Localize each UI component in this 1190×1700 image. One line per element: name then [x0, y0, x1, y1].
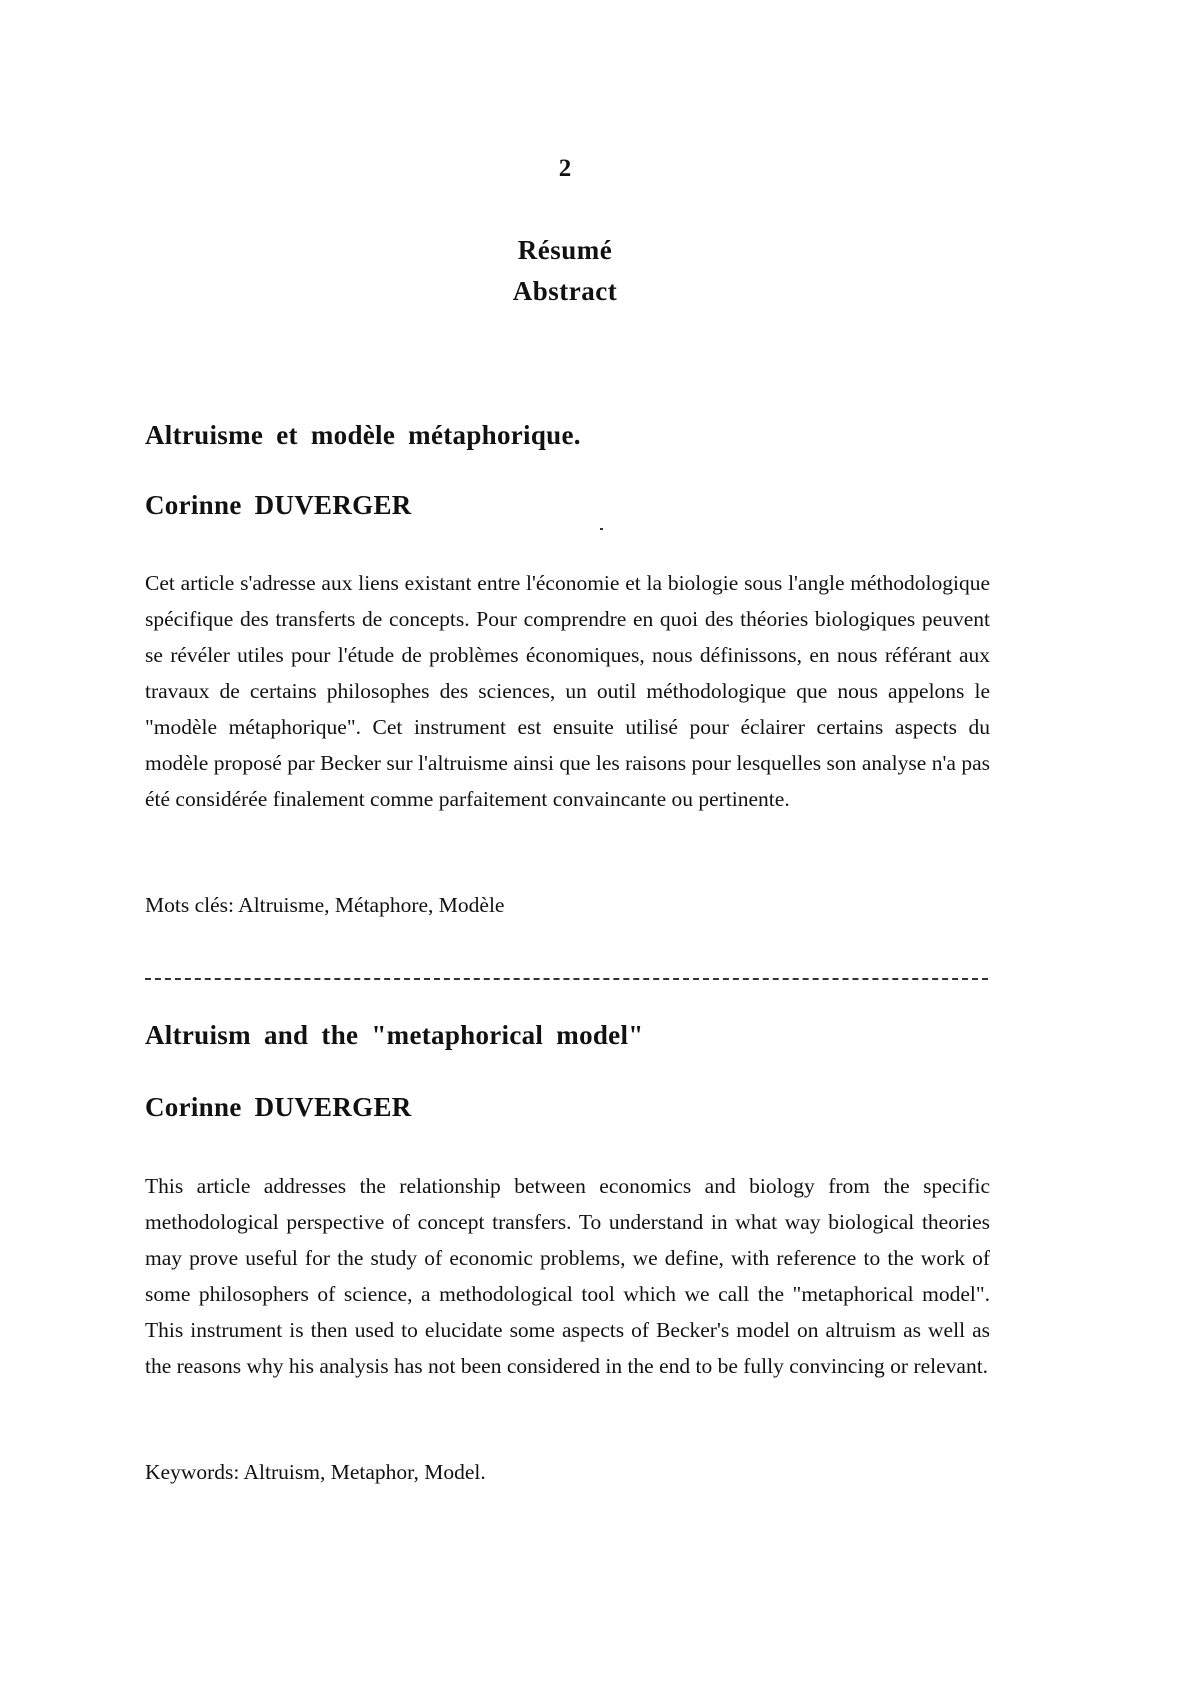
heading-abstract: Abstract [512, 276, 618, 306]
scan-mark [600, 528, 603, 530]
english-title-block [145, 1020, 990, 1051]
french-keywords: Mots clés: Altruisme, Métaphore, Modèle [145, 893, 505, 917]
french-title-block [145, 420, 990, 451]
section-separator [145, 978, 988, 980]
english-title: Altruism and the "metaphorical model" [145, 1020, 644, 1050]
french-author: Corinne DUVERGER [145, 490, 412, 520]
page-number: 2 [558, 155, 572, 182]
french-keywords-block [145, 893, 990, 918]
english-author-block [145, 1092, 990, 1123]
french-abstract-block [145, 565, 990, 817]
english-keywords-block [145, 1460, 990, 1485]
english-keywords: Keywords: Altruism, Metaphor, Model. [145, 1460, 486, 1484]
french-title: Altruisme et modèle métaphorique. [145, 420, 581, 450]
english-abstract-block [145, 1168, 990, 1384]
document-heading [0, 230, 1130, 312]
french-author-block [145, 490, 990, 521]
french-abstract: Cet article s'adresse aux liens existant entre l'économie et la biologie sous l'angle méthodologique spécifique des transferts de concepts. Pour comprendre en quoi des théories biologiques peuvent se révéler utiles pour l'étude de problèmes économiques, nous définissons, en nous référant aux travaux de certains philosophes des sciences, un outil méthodologique que nous appelons le "modèle métaphorique". Cet instrument est ensuite utilisé pour éclairer certains aspects du modèle proposé par Becker sur l'altruisme ainsi que les raisons pour lesquelles son analyse n'a pas été considérée finalement comme parfaitement convaincante ou pertinente. [145, 571, 990, 811]
heading-resume: Résumé [517, 235, 613, 265]
english-author: Corinne DUVERGER [145, 1092, 412, 1122]
english-abstract: This article addresses the relationship between economics and biology from the specific methodological perspective of concept transfers. To understand in what way biological theories may prove useful for the study of economic problems, we define, with reference to the work of some philosophers of science, a methodological tool which we call the "metaphorical model". This instrument is then used to elucidate some aspects of Becker's model on altruism as well as the reasons why his analysis has not been considered in the end to be fully convincing or relevant. [145, 1174, 990, 1378]
